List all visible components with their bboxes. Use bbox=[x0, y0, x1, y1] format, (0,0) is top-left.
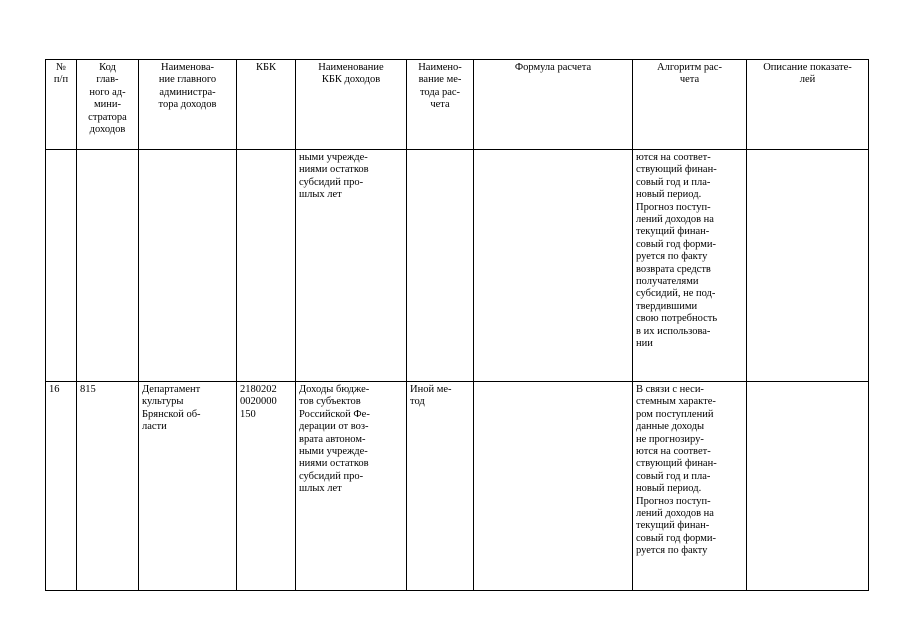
table-row bbox=[46, 150, 869, 382]
cell-kbk-name: ными учрежде- ниями остатков субсидий про- шлых лет bbox=[296, 150, 407, 382]
cell-kbk-name: Доходы бюдже- тов субъектов Российской Фе- дерации от воз- врата автоном- ными учрежде- ниями остатков субсидий про- шлых лет bbox=[296, 382, 407, 591]
cell-num bbox=[46, 150, 77, 382]
cell-formula bbox=[474, 382, 633, 591]
header-formula: Формула расчета bbox=[474, 60, 633, 150]
header-kbk-name: Наименование КБК доходов bbox=[296, 60, 407, 150]
cell-kbk: 2180202 0020000 150 bbox=[237, 382, 296, 591]
cell-admin-code bbox=[77, 150, 139, 382]
cell-algorithm: ются на соответ- ствующий финан- совый год и пла- новый период. Прогноз поступ- лений доходов на текущий финан- совый год форми- руется по факту возврата средств получателями субсидий, не под- твердившими свою потребность в их использова- нии bbox=[633, 150, 747, 382]
header-algorithm: Алгоритм рас- чета bbox=[633, 60, 747, 150]
header-kbk: КБК bbox=[237, 60, 296, 150]
header-num: № п/п bbox=[46, 60, 77, 150]
cell-admin-name bbox=[139, 150, 237, 382]
cell-algorithm: В связи с неси- стемным характе- ром поступлений данные доходы не прогнозиру- ются на соответ- ствующий финан- совый год и пла- новый период. Прогноз поступ- лений доходов на текущий финан- совый год форми- руется по факту bbox=[633, 382, 747, 591]
cell-indicators bbox=[747, 382, 869, 591]
cell-method-name bbox=[407, 150, 474, 382]
header-method-name: Наимено- вание ме- тода рас- чета bbox=[407, 60, 474, 150]
cell-indicators bbox=[747, 150, 869, 382]
table-header-row bbox=[46, 60, 869, 150]
header-admin-code: Код глав- ного ад- мини- стратора доходов bbox=[77, 60, 139, 150]
cell-kbk bbox=[237, 150, 296, 382]
header-admin-name: Наименова- ние главного администра- тора доходов bbox=[139, 60, 237, 150]
cell-admin-name: Департамент культуры Брянской об- ласти bbox=[139, 382, 237, 591]
cell-num: 16 bbox=[46, 382, 77, 591]
cell-admin-code: 815 bbox=[77, 382, 139, 591]
header-indicators: Описание показате- лей bbox=[747, 60, 869, 150]
cell-method-name: Иной ме- тод bbox=[407, 382, 474, 591]
revenue-forecast-table bbox=[45, 59, 869, 591]
table-row bbox=[46, 382, 869, 591]
cell-formula bbox=[474, 150, 633, 382]
